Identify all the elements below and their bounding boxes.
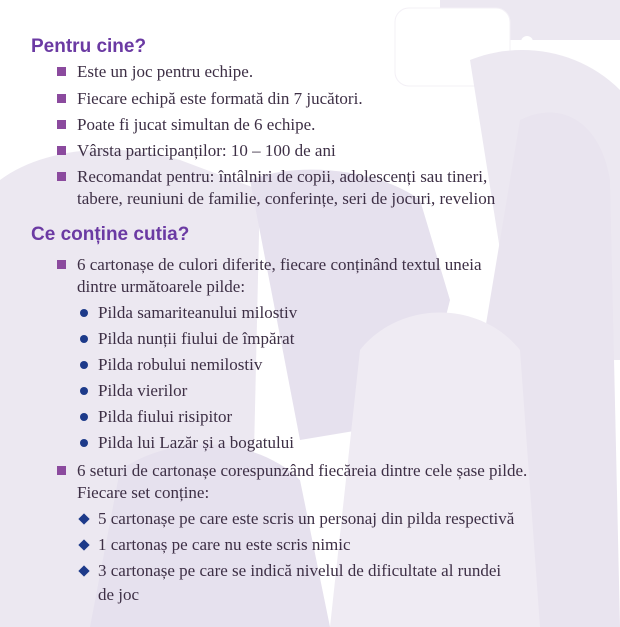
list-item: 6 cartonașe de culori diferite, fiecare conținând textul uneia <box>77 255 482 274</box>
list-item: Este un joc pentru echipe. <box>77 62 254 81</box>
square-bullet <box>57 146 66 155</box>
list-item-continuation: Fiecare set conține: <box>77 483 210 502</box>
set-content-item: 5 cartonașe pe care este scris un personaj din pilda respectivă <box>98 509 515 528</box>
parable-item: Pilda robului nemilostiv <box>98 355 263 374</box>
round-bullet <box>80 335 88 343</box>
round-bullet <box>80 413 88 421</box>
square-bullet <box>57 94 66 103</box>
heading-pentru-cine: Pentru cine? <box>31 36 147 57</box>
diamond-bullet <box>78 513 89 524</box>
parable-item: Pilda nunții fiului de împărat <box>98 329 295 348</box>
list-item: Fiecare echipă este formată din 7 jucători. <box>77 89 363 108</box>
diamond-bullet <box>78 539 89 550</box>
parable-item: Pilda samariteanului milostiv <box>98 303 298 322</box>
list-item: Poate fi jucat simultan de 6 echipe. <box>77 115 316 134</box>
diamond-bullet <box>78 565 89 576</box>
list-item: Vârsta participanților: 10 – 100 de ani <box>77 141 336 160</box>
heading-ce-contine-cutia: Ce conține cutia? <box>31 224 190 245</box>
square-bullet <box>57 260 66 269</box>
round-bullet <box>80 309 88 317</box>
parable-item: Pilda fiului risipitor <box>98 407 233 426</box>
parable-item: Pilda lui Lazăr și a bogatului <box>98 433 294 452</box>
list-item: Recomandat pentru: întâlniri de copii, adolescenți sau tineri, <box>77 167 488 186</box>
list-item-continuation: tabere, reuniuni de familie, conferințe, seri de jocuri, revelion <box>77 189 496 208</box>
set-content-item: 1 cartonaș pe care nu este scris nimic <box>98 535 351 554</box>
square-bullet <box>57 172 66 181</box>
round-bullet <box>80 439 88 447</box>
set-content-item: 3 cartonașe pe care se indică nivelul de dificultate al rundei <box>98 561 502 580</box>
round-bullet <box>80 361 88 369</box>
list-item-continuation: dintre următoarele pilde: <box>77 277 246 296</box>
square-bullet <box>57 466 66 475</box>
square-bullet <box>57 67 66 76</box>
square-bullet <box>57 120 66 129</box>
parable-item: Pilda vierilor <box>98 381 188 400</box>
round-bullet <box>80 387 88 395</box>
list-item: 6 seturi de cartonașe corespunzând fiecăreia dintre cele șase pilde. <box>77 461 528 480</box>
set-content-item-continuation: de joc <box>98 585 140 604</box>
